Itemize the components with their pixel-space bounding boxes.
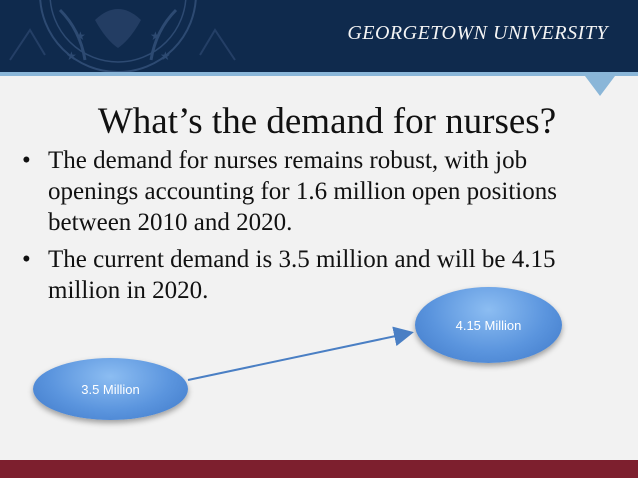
bullet-text: The demand for nurses remains robust, with job openings accounting for 1.6 million open positions between 2010 and 2020. xyxy=(48,147,557,236)
slide-title: What’s the demand for nurses? xyxy=(97,101,557,142)
svg-text:★: ★ xyxy=(75,29,86,43)
bullet-dot: • xyxy=(22,147,31,174)
future-demand-label: 4.15 Million xyxy=(455,317,522,333)
current-demand-label: 3.5 Million xyxy=(81,381,140,397)
current-demand-ellipse xyxy=(33,358,188,420)
footer-band xyxy=(0,460,638,478)
svg-text:★: ★ xyxy=(150,29,161,43)
future-demand-ellipse xyxy=(415,287,562,363)
university-brand: GEORGETOWN UNIVERSITY xyxy=(347,22,608,44)
svg-text:★: ★ xyxy=(160,49,171,63)
bullet-dot: • xyxy=(22,246,31,273)
bullet-text: The current demand is 3.5 million and will be 4.15 million in 2020. xyxy=(48,246,556,304)
svg-text:★: ★ xyxy=(66,49,77,63)
